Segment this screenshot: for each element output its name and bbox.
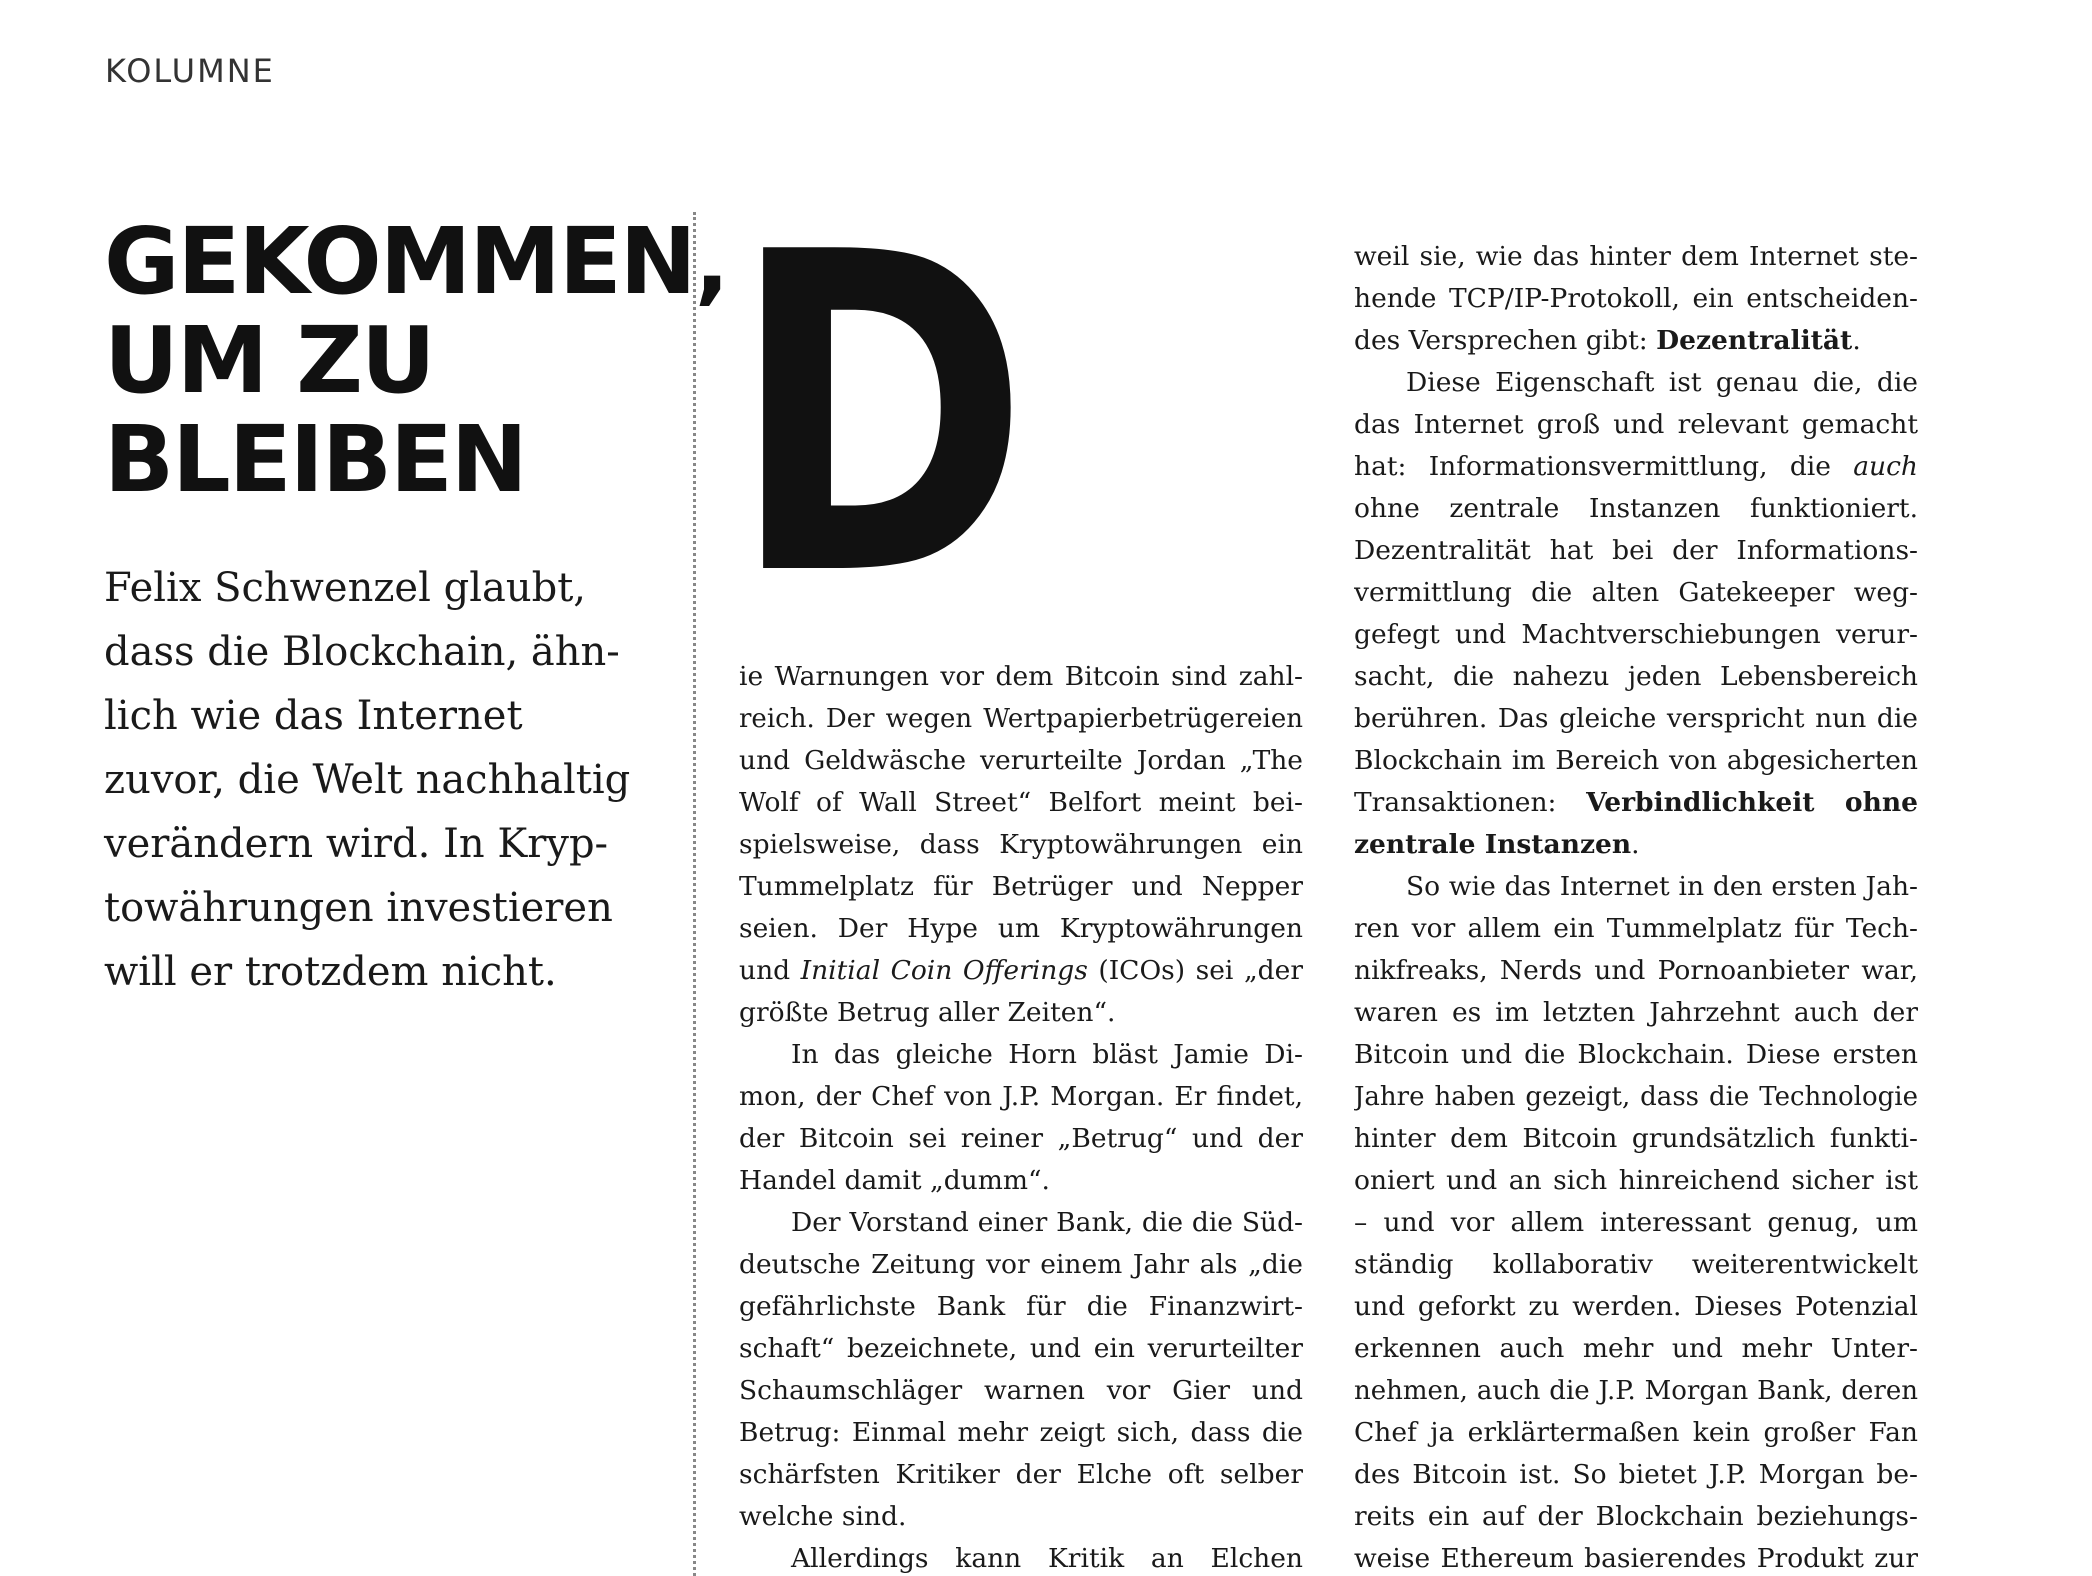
headline-line: BLEIBEN <box>104 406 526 513</box>
body-text-line: waren es im letzten Jahrzehnt auch der <box>1354 997 1918 1028</box>
article-column-1 <box>739 656 1303 1576</box>
body-text-line: gefegt und Machtverschiebungen verur- <box>1354 619 1918 650</box>
body-text-line: größte Betrug aller Zeiten“. <box>739 997 1116 1028</box>
body-text-line: Diese Eigenschaft ist genau die, die <box>1406 367 1918 398</box>
body-text-line <box>1354 782 1918 824</box>
body-text-line: spielsweise, dass Kryptowährungen ein <box>739 829 1303 860</box>
body-text-line: gefährlichste Bank für die Finanzwirt- <box>739 1291 1303 1322</box>
body-text-line: weil sie, wie das hinter dem Internet ste- <box>1354 241 1918 272</box>
body-text-line: Handel damit „dumm“. <box>739 1165 1050 1196</box>
body-text-line: schaft“ bezeichnete, und ein verurteilter <box>739 1333 1303 1364</box>
body-text-line: seien. Der Hype um Kryptowährungen <box>739 913 1303 944</box>
body-text-line: das Internet groß und relevant gemacht <box>1354 409 1918 440</box>
body-text-line: ie Warnungen vor dem Bitcoin sind zahl- <box>739 661 1303 692</box>
drop-cap: D <box>730 160 1022 672</box>
body-text-line: und Geldwäsche verurteilte Jordan „The <box>739 745 1303 776</box>
headline-line: GEKOMMEN, <box>104 208 728 315</box>
body-text-line: Betrug: Einmal mehr zeigt sich, dass die <box>739 1417 1303 1448</box>
italic-text: Initial Coin Offerings <box>800 955 1088 986</box>
body-text-line: nikfreaks, Nerds und Pornoanbieter war, <box>1354 955 1918 986</box>
body-text-line: der Bitcoin sei reiner „Betrug“ und der <box>739 1123 1303 1154</box>
body-text-line: Blockchain im Bereich von abgesicherten <box>1354 745 1918 776</box>
teaser-line: Felix Schwenzel glaubt, <box>104 565 586 611</box>
body-text-line <box>1354 824 1918 866</box>
body-text-line: Schaumschläger warnen vor Gier und <box>739 1375 1303 1406</box>
body-text-line: ohne zentrale Instanzen funktioniert. <box>1354 493 1918 524</box>
body-text-line: hinter dem Bitcoin grundsätzlich funkti- <box>1354 1123 1918 1154</box>
bold-text: Verbindlichkeit ohne <box>1586 787 1918 818</box>
article-column-2 <box>1354 236 1918 1576</box>
body-text-line: oniert und an sich hinreichend sicher ist <box>1354 1165 1918 1196</box>
body-text-line: deutsche Zeitung vor einem Jahr als „die <box>739 1249 1303 1280</box>
teaser <box>104 556 664 1004</box>
body-text-line: hende TCP/IP-Protokoll, ein entscheiden- <box>1354 283 1918 314</box>
text-run: hat: Informationsvermittlung, die <box>1354 451 1854 482</box>
body-text-line: Jahre haben gezeigt, dass die Technologie <box>1354 1082 1918 1112</box>
column-divider <box>693 212 696 1576</box>
text-run: . <box>1631 829 1640 860</box>
headline-line: UM ZU <box>104 307 434 414</box>
body-text-line: und geforkt zu werden. Dieses Potenzial <box>1354 1291 1918 1322</box>
body-text-line <box>1354 446 1918 488</box>
body-text-line: ständig kollaborativ weiterentwickelt <box>1354 1249 1918 1280</box>
body-text-line <box>739 950 1303 992</box>
bold-text: zentrale Instanzen <box>1354 829 1632 860</box>
body-text-line: sacht, die nahezu jeden Lebensbereich <box>1354 661 1918 692</box>
body-text-line: Der Vorstand einer Bank, die die Süd- <box>791 1207 1303 1238</box>
body-text-line: vermittlung die alten Gatekeeper weg- <box>1354 577 1918 608</box>
italic-text: auch <box>1853 451 1918 482</box>
text-run: . <box>1852 325 1861 356</box>
body-text-line: Dezentralität hat bei der Informations- <box>1354 535 1918 566</box>
body-text-line: Allerdings kann Kritik an Elchen <box>791 1543 1303 1574</box>
teaser-line: verändern wird. In Kryp- <box>104 821 609 867</box>
text-run: des Versprechen gibt: <box>1354 325 1657 356</box>
body-text-line: welche sind. <box>739 1501 907 1532</box>
body-text-line: Wolf of Wall Street“ Belfort meint bei- <box>739 787 1303 818</box>
headline <box>104 208 728 513</box>
teaser-line: towährungen investieren <box>104 885 613 931</box>
teaser-line: lich wie das Internet <box>104 693 523 739</box>
body-text-line: ren vor allem ein Tummelplatz für Tech- <box>1354 913 1918 944</box>
body-text-line: Bitcoin und die Blockchain. Diese ersten <box>1354 1039 1918 1070</box>
body-text-line: schärfsten Kritiker der Elche oft selber <box>739 1459 1303 1490</box>
body-text-line: Tummelplatz für Betrüger und Nepper <box>739 871 1303 902</box>
body-text-line: weise Ethereum basierendes Produkt zur <box>1354 1543 1918 1574</box>
teaser-line: will er trotzdem nicht. <box>104 949 557 995</box>
body-text-line <box>1354 320 1918 362</box>
body-text-line: – und vor allem interessant genug, um <box>1354 1207 1918 1238</box>
body-text-line: mon, der Chef von J.P. Morgan. Er findet, <box>739 1081 1303 1112</box>
bold-text: Dezentralität <box>1656 325 1853 356</box>
section-label: KOLUMNE <box>105 52 275 90</box>
body-text-line: des Bitcoin ist. So bietet J.P. Morgan be- <box>1354 1459 1918 1490</box>
text-run: und <box>739 955 801 986</box>
text-run: Transaktionen: <box>1354 787 1587 818</box>
body-text-line: So wie das Internet in den ersten Jah- <box>1406 871 1918 902</box>
teaser-line: zuvor, die Welt nachhaltig <box>104 757 631 803</box>
text-run: (ICOs) sei „der <box>1087 955 1303 986</box>
body-text-line: In das gleiche Horn bläst Jamie Di- <box>791 1039 1303 1070</box>
body-text-line: Chef ja erklärtermaßen kein großer Fan <box>1354 1417 1918 1448</box>
body-text-line: reich. Der wegen Wertpapierbetrügereien <box>739 704 1303 734</box>
body-text-line: erkennen auch mehr und mehr Unter- <box>1354 1333 1918 1364</box>
teaser-line: dass die Blockchain, ähn- <box>104 629 620 675</box>
body-text-line: nehmen, auch die J.P. Morgan Bank, deren <box>1354 1376 1918 1406</box>
body-text-line: reits ein auf der Blockchain beziehungs- <box>1354 1501 1918 1532</box>
body-text-line: berühren. Das gleiche verspricht nun die <box>1354 703 1918 734</box>
